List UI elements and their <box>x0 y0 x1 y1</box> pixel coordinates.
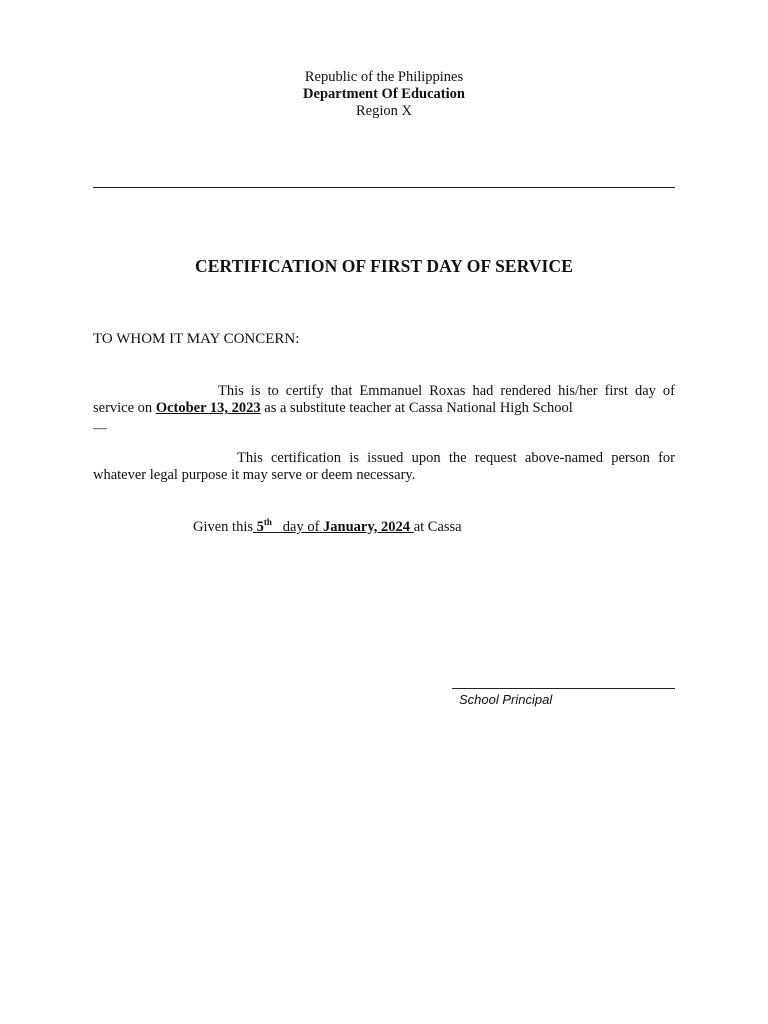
letterhead <box>0 69 768 120</box>
stray-dash: — <box>93 421 107 436</box>
letterhead-republic: Republic of the Philippines <box>304 69 464 85</box>
given-line <box>193 517 462 536</box>
given-day <box>253 519 414 535</box>
letterhead-department: Department Of Education <box>303 86 465 102</box>
signature-label: School Principal <box>459 692 553 707</box>
paragraph1-text-start: This is to certify that Emmanuel Roxas had rendered his/her first day of service on <box>93 383 675 416</box>
signature-line <box>452 688 675 689</box>
given-day-suffix: th <box>263 517 272 527</box>
salutation: TO WHOM IT MAY CONCERN: <box>93 331 300 347</box>
document-title: CERTIFICATION OF FIRST DAY OF SERVICE <box>195 256 573 276</box>
given-day-number: 5 <box>256 518 264 535</box>
given-place: at Cassa <box>413 518 462 535</box>
given-prefix: Given this <box>193 518 254 535</box>
certification-paragraph <box>93 383 675 417</box>
paragraph1-text-end: as a substitute teacher at Cassa National High School <box>260 400 573 416</box>
header-divider <box>93 187 675 188</box>
purpose-paragraph <box>93 450 675 484</box>
purpose-text: This certification is issued upon the request above-named person for whatever legal purpose it may serve or deem necessary. <box>93 450 675 483</box>
letterhead-region: Region X <box>356 103 412 119</box>
given-day-of: day of <box>282 518 320 535</box>
given-month-year: January, 2024 <box>323 518 411 535</box>
service-date: October 13, 2023 <box>155 400 261 416</box>
